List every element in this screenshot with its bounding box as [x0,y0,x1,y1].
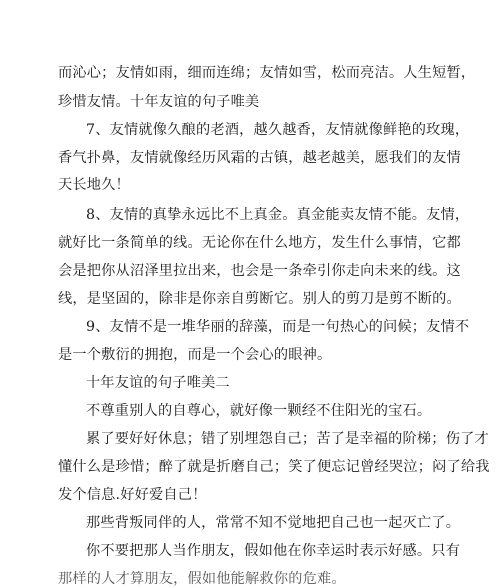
text-line: 那样的人才算朋友，假如他能解救你的危难。 [58,571,346,587]
paragraph-8-line: 8、友情的真挚永远比不上真金。真金能卖友情不能。友情， [86,207,470,223]
text-line: 是一个敷衍的拥抱，而是一个会心的眼神。 [58,347,332,363]
text-line: 就好比一条简单的线。无论你在什么地方，发生什么事情，它都 [58,235,461,251]
text-line: 累了要好好休息；错了别埋怨自己；苦了是幸福的阶梯；伤了才 [86,431,489,447]
text-line: 天长地久！ [58,177,130,193]
text-line: 线，是坚固的，除非是你亲自剪断它。别人的剪刀是剪不断的。 [58,291,461,307]
text-line: 那些背叛同伴的人，常常不知不觉地把自己也一起灭亡了。 [86,515,461,531]
text-line: 你不要把那人当作朋友，假如他在你幸运时表示好感。只有 [86,543,461,559]
text-line: 而沁心；友情如雨，细而连绵；友情如雪，松而亮洁。人生短暂， [58,65,476,81]
text-line: 发个信息.好好爱自己！ [58,487,207,503]
section-heading: 十年友谊的句子唯美二 [86,375,230,391]
text-line: 懂什么是珍惜；醉了就是折磨自己；笑了便忘记曾经哭泣；闷了给我 [58,459,490,475]
text-line: 会是把你从沼泽里拉出来，也会是一条牵引你走向未来的线。这 [58,263,461,279]
text-line: 香气扑鼻，友情就像经历风霜的古镇，越老越美，愿我们的友情 [58,150,461,166]
paragraph-9-line: 9、友情不是一堆华丽的辞藻，而是一句热心的问候；友情不 [86,319,470,335]
paragraph-7-line: 7、友情就像久酿的老酒，越久越香，友情就像鲜艳的玫瑰， [86,122,470,138]
text-line: 珍惜友情。十年友谊的句子唯美 [58,94,260,110]
text-line: 不尊重别人的自尊心，就好像一颗经不住阳光的宝石。 [86,403,432,419]
